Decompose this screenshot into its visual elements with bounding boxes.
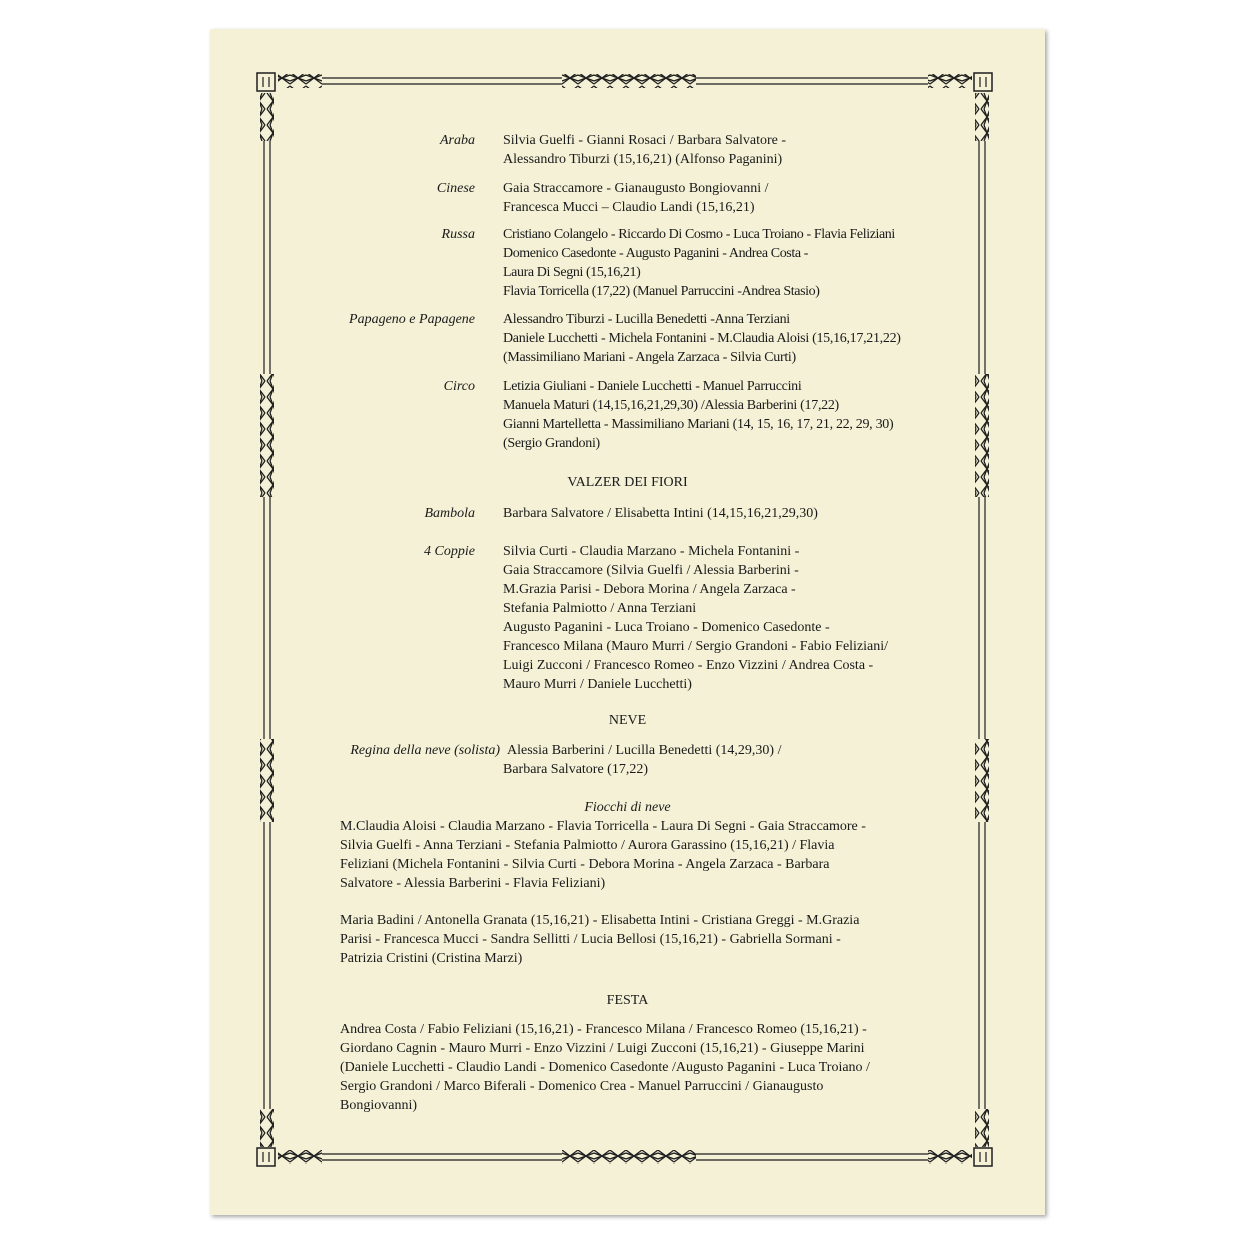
cast-line: Alessia Barberini / Lucilla Benedetti (14,29,30) / [507,743,782,758]
cast-line: Barbara Salvatore (17,22) [503,762,648,777]
fiocchi-paragraph-2 [340,911,859,968]
paragraph-line: Sergio Grandoni / Marco Biferali - Domenico Crea - Manuel Parruccini / Gianaugusto [340,1079,824,1094]
cast-line: Laura Di Segni (15,16,21) [503,265,641,280]
cast-line: Luigi Zucconi / Francesco Romeo - Enzo Vizzini / Andrea Costa - [503,658,874,673]
paragraph-line: Patrizia Cristini (Cristina Marzi) [340,951,523,966]
cast-papageno [503,310,901,367]
cast-bambola [503,504,818,523]
role-russa: Russa [441,227,475,242]
cast-line: Daniele Lucchetti - Michela Fontanini - M.Claudia Aloisi (15,16,17,21,22) [503,331,901,346]
paragraph-line: Andrea Costa / Fabio Feliziani (15,16,21) - Francesco Milana / Francesco Romeo (15,16,21) - [340,1022,867,1037]
paragraph-line: (Daniele Lucchetti - Claudio Landi - Domenico Casedonte /Augusto Paganini - Luca Troiano / [340,1060,870,1075]
paragraph-line: Bongiovanni) [340,1098,417,1113]
cast-line: (Massimiliano Mariani - Angela Zarzaca - Silvia Curti) [503,350,796,365]
section-heading-festa: FESTA [606,993,649,1008]
cast-line: Flavia Torricella (17,22) (Manuel Parruccini -Andrea Stasio) [503,284,820,299]
paragraph-line: Salvatore - Alessia Barberini - Flavia Feliziani) [340,876,606,891]
cast-line: Francesco Milana (Mauro Murri / Sergio Grandoni - Fabio Feliziani/ [503,639,889,654]
cast-line: Gaia Straccamore (Silvia Guelfi / Alessia Barberini - [503,563,799,578]
cast-cinese [503,179,769,217]
role-papageno: Papageno e Papagene [349,312,475,327]
paragraph-line: Parisi - Francesca Mucci - Sandra Sellitti / Lucia Bellosi (15,16,21) - Gabriella Sormani - [340,932,841,947]
cast-line: Silvia Curti - Claudia Marzano - Michela Fontanini - [503,544,800,559]
cast-line: Manuela Maturi (14,15,16,21,29,30) /Alessia Barberini (17,22) [503,398,839,413]
paragraph-line: Giordano Cagnin - Mauro Murri - Enzo Vizzini / Luigi Zucconi (15,16,21) - Giuseppe Marini [340,1041,865,1056]
cast-line: Alessandro Tiburzi (15,16,21) (Alfonso Paganini) [503,152,783,167]
cast-line: Alessandro Tiburzi - Lucilla Benedetti -Anna Terziani [503,312,790,327]
cast-line: (Sergio Grandoni) [503,436,600,451]
cast-line: Francesca Mucci – Claudio Landi (15,16,21) [503,200,755,215]
role-4-coppie: 4 Coppie [424,544,475,559]
role-circo: Circo [443,379,475,394]
section-heading-neve: NEVE [608,713,647,728]
cast-line: Gaia Straccamore - Gianaugusto Bongiovanni / [503,181,769,196]
cast-line: Stefania Palmiotto / Anna Terziani [503,601,697,616]
cast-4-coppie [503,542,888,694]
role-bambola: Bambola [424,506,475,521]
role-cinese: Cinese [436,181,475,196]
section-subheading-fiocchi: Fiocchi di neve [584,800,671,815]
paragraph-line: Maria Badini / Antonella Granata (15,16,21) - Elisabetta Intini - Cristiana Greggi - M.Grazia [340,913,860,928]
cast-line: Domenico Casedonte - Augusto Paganini - Andrea Costa - [503,246,809,261]
cast-line: Letizia Giuliani - Daniele Lucchetti - Manuel Parruccini [503,379,802,394]
paragraph-line: Silvia Guelfi - Anna Terziani - Stefania Palmiotto / Aurora Garassino (15,16,21) / Flavia [340,838,835,853]
cast-line: Gianni Martelletta - Massimiliano Mariani (14, 15, 16, 17, 21, 22, 29, 30) [503,417,894,432]
cast-regina-della-neve [503,741,782,779]
cast-line: Mauro Murri / Daniele Lucchetti) [503,677,692,692]
program-page [210,29,1045,1215]
paragraph-line: Feliziani (Michela Fontanini - Silvia Curti - Debora Morina - Angela Zarzaca - Barbara [340,857,830,872]
role-araba: Araba [440,133,475,148]
cast-circo [503,377,893,453]
section-heading-valzer: VALZER DEI FIORI [567,475,688,490]
cast-line: Silvia Guelfi - Gianni Rosaci / Barbara Salvatore - [503,133,787,148]
cast-line: Barbara Salvatore / Elisabetta Intini (14,15,16,21,29,30) [503,506,818,521]
role-regina-della-neve: Regina della neve (solista) [350,743,500,758]
cast-line: Augusto Paganini - Luca Troiano - Domenico Casedonte - [503,620,830,635]
cast-araba [503,131,786,169]
paragraph-line: M.Claudia Aloisi - Claudia Marzano - Flavia Torricella - Laura Di Segni - Gaia Straccamore - [340,819,866,834]
fiocchi-paragraph-1 [340,817,866,893]
cast-line: M.Grazia Parisi - Debora Morina / Angela Zarzaca - [503,582,796,597]
cast-russa [503,225,895,301]
cast-line: Cristiano Colangelo - Riccardo Di Cosmo - Luca Troiano - Flavia Feliziani [503,227,895,242]
festa-paragraph [340,1020,870,1115]
